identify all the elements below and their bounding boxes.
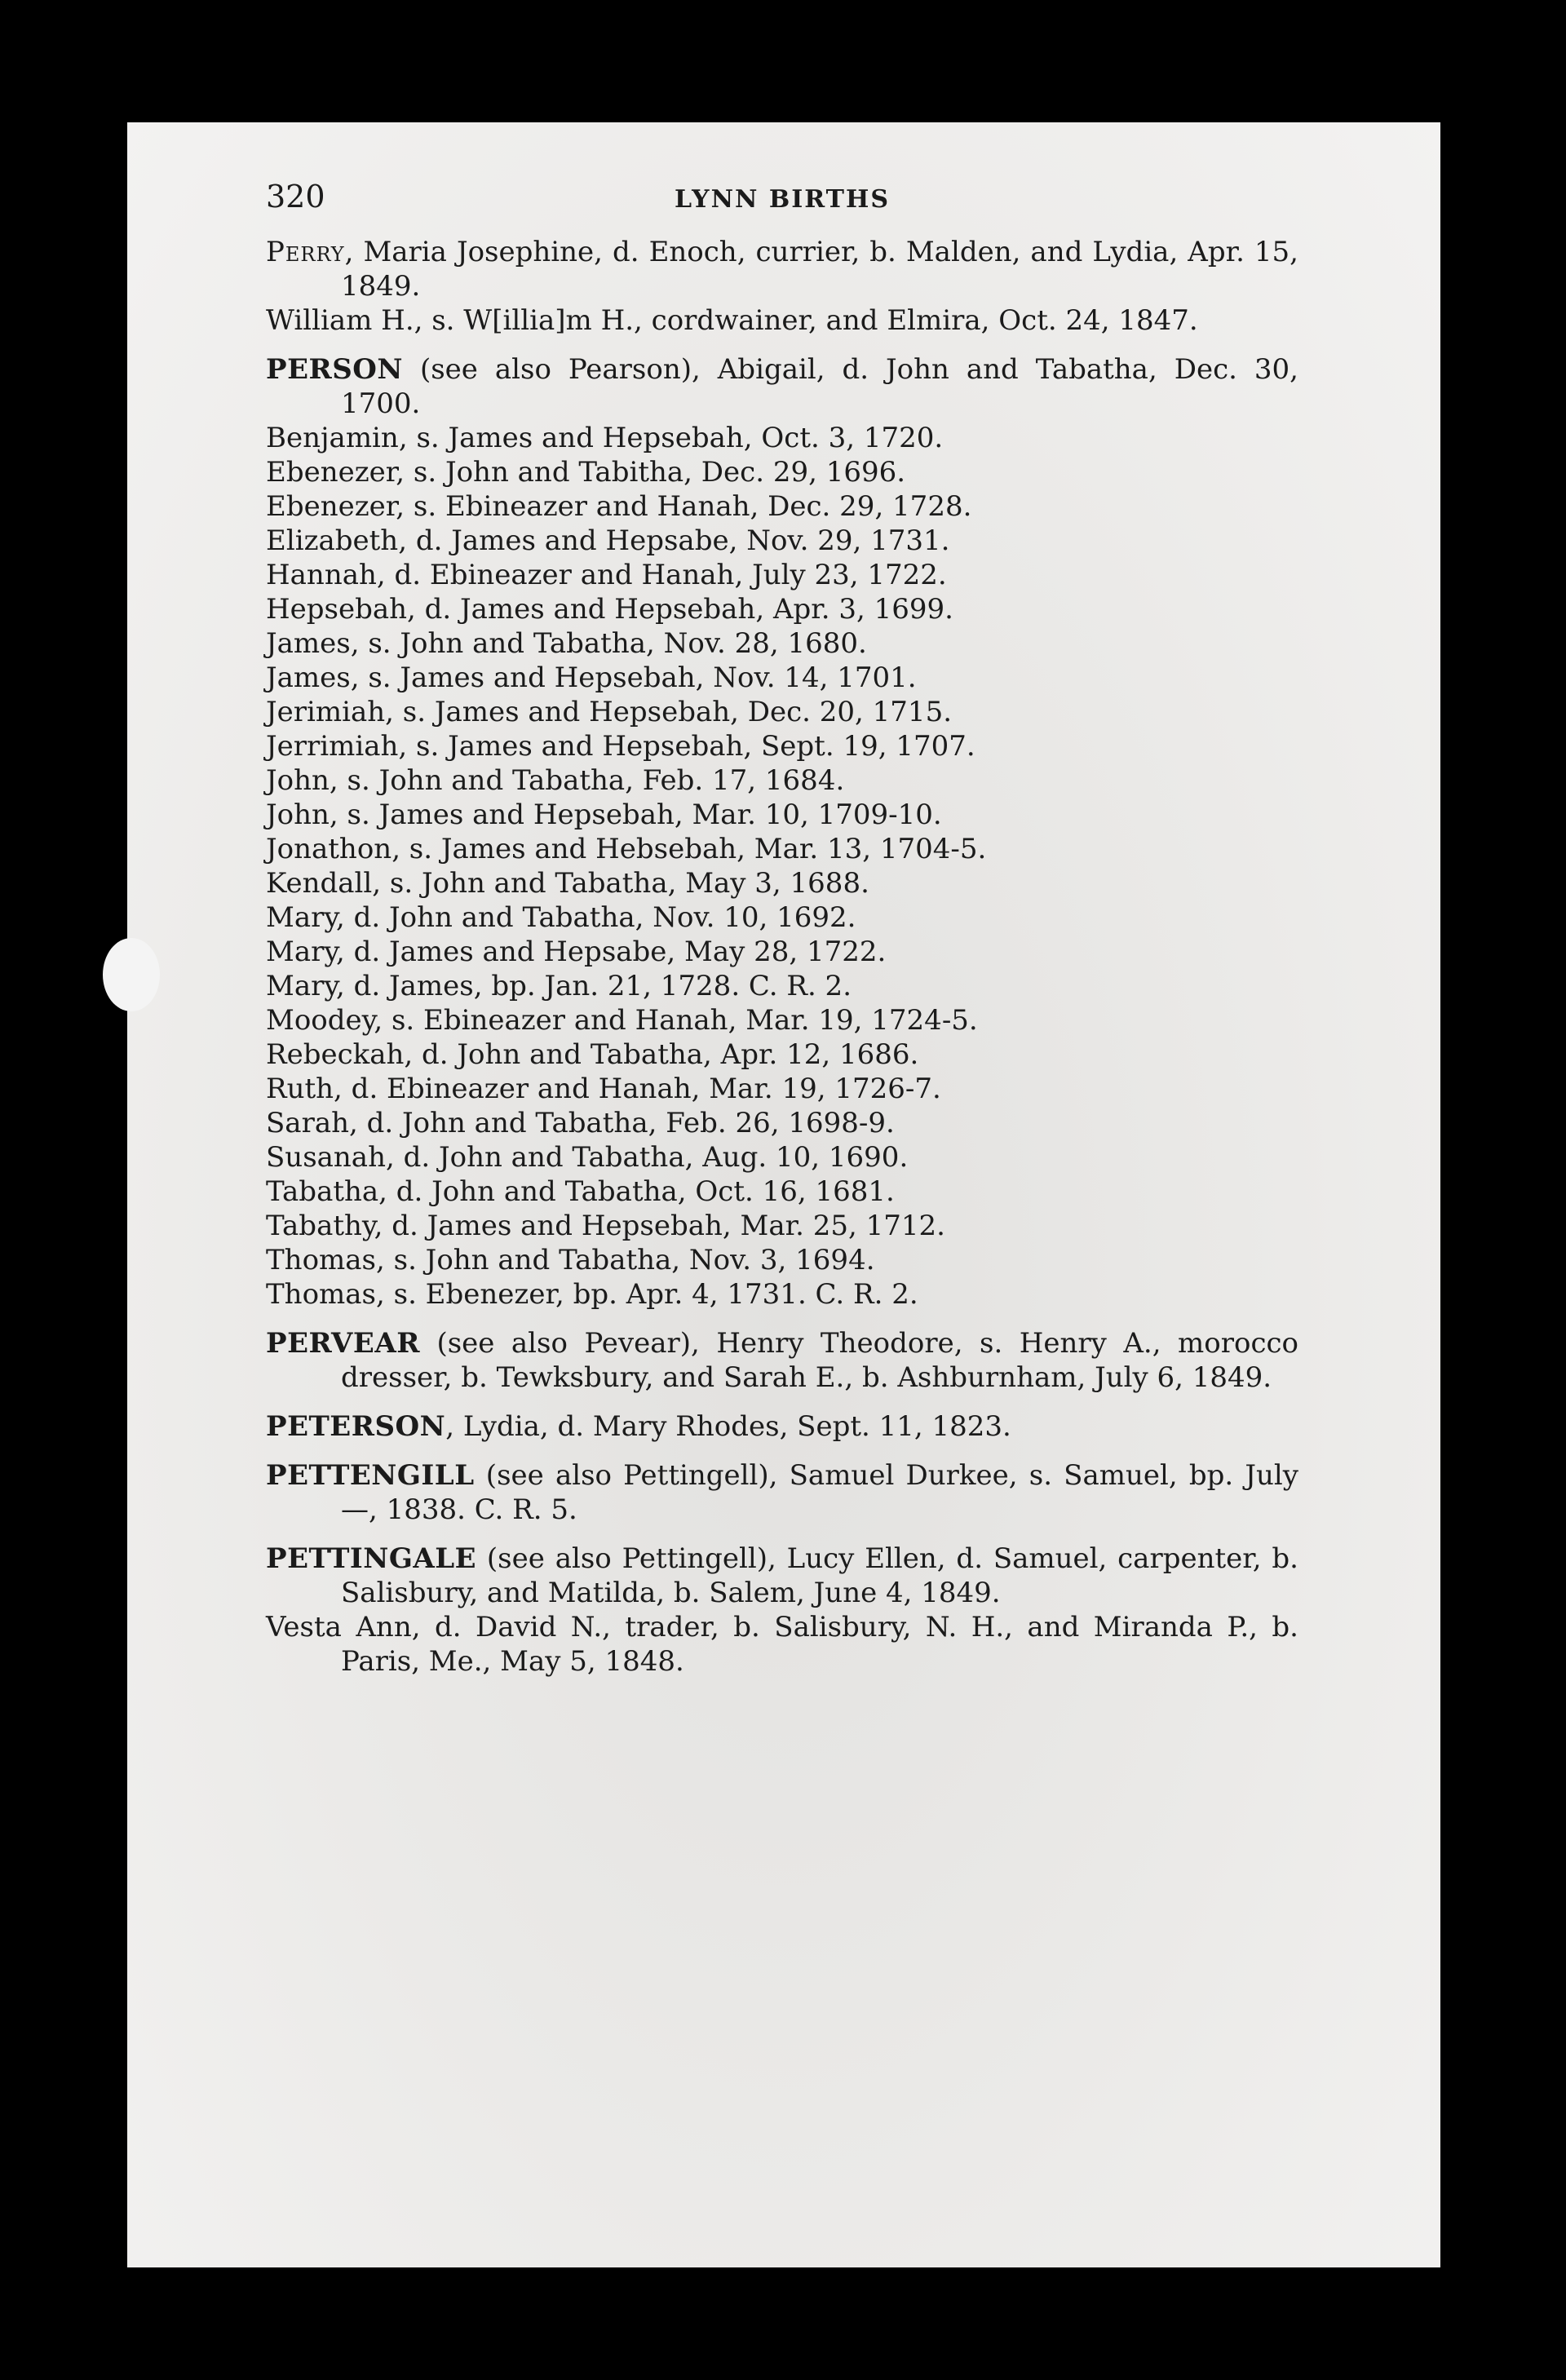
record-entry [266, 1610, 1298, 1679]
surname-heading: Perry [266, 236, 345, 268]
record-entry [266, 421, 1298, 455]
record-text: Ebenezer, s. Ebineazer and Hanah, Dec. 29, 1728. [266, 490, 972, 523]
record-entry [266, 1409, 1298, 1444]
record-entry [266, 1106, 1298, 1140]
family-list [266, 235, 1298, 1679]
record-entry [266, 626, 1298, 661]
record-entry [266, 592, 1298, 626]
record-text: Ebenezer, s. John and Tabitha, Dec. 29, 1696. [266, 456, 906, 489]
record-text: Moodey, s. Ebineazer and Hanah, Mar. 19, 1724-5. [266, 1004, 978, 1037]
record-text: Kendall, s. John and Tabatha, May 3, 1688. [266, 867, 869, 900]
record-text: James, s. John and Tabatha, Nov. 28, 1680. [266, 627, 867, 660]
record-text: Tabathy, d. James and Hepsebah, Mar. 25, 1712. [266, 1210, 945, 1242]
record-entry [266, 303, 1298, 338]
surname-heading: PERSON [266, 353, 403, 386]
record-entry [266, 1209, 1298, 1243]
record-text: (see also Pearson), Abigail, d. John and Tabatha, Dec. 30, 1700. [341, 353, 1298, 420]
record-text: Elizabeth, d. James and Hepsabe, Nov. 29, 1731. [266, 524, 950, 557]
surname-heading: PERVEAR [266, 1327, 420, 1360]
record-text: Thomas, s. Ebenezer, bp. Apr. 4, 1731. C. R. 2. [266, 1278, 918, 1311]
surname-heading: PETTINGALE [266, 1542, 477, 1575]
record-text: Mary, d. James, bp. Jan. 21, 1728. C. R. 2. [266, 970, 852, 1002]
page-number: 320 [266, 179, 325, 215]
record-text: John, s. James and Hepsebah, Mar. 10, 1709-10. [266, 798, 942, 831]
family-group [266, 1458, 1298, 1527]
record-text: , Maria Josephine, d. Enoch, currier, b. Malden, and Lydia, Apr. 15, 1849. [341, 236, 1298, 303]
record-entry [266, 1277, 1298, 1312]
record-text: Vesta Ann, d. David N., trader, b. Salisbury, N. H., and Miranda P., b. Paris, Me., May 5, 1848. [266, 1611, 1298, 1678]
record-text: Rebeckah, d. John and Tabatha, Apr. 12, 1686. [266, 1038, 919, 1071]
record-text: Mary, d. John and Tabatha, Nov. 10, 1692. [266, 901, 856, 934]
family-group [266, 1326, 1298, 1395]
record-entry [266, 798, 1298, 832]
record-text: (see also Pettingell), Samuel Durkee, s. Samuel, bp. July —, 1838. C. R. 5. [341, 1459, 1298, 1526]
record-text: Ruth, d. Ebineazer and Hanah, Mar. 19, 1726-7. [266, 1073, 941, 1105]
record-entry [266, 695, 1298, 729]
record-text: William H., s. W[illia]m H., cordwainer, and Elmira, Oct. 24, 1847. [266, 304, 1198, 337]
record-entry [266, 969, 1298, 1003]
record-entry [266, 1003, 1298, 1037]
record-entry [266, 661, 1298, 695]
surname-heading: PETERSON [266, 1410, 446, 1443]
record-entry [266, 729, 1298, 763]
record-text: Benjamin, s. James and Hepsebah, Oct. 3, 1720. [266, 422, 944, 454]
record-text: Thomas, s. John and Tabatha, Nov. 3, 1694. [266, 1244, 875, 1276]
record-entry [266, 1458, 1298, 1527]
record-text: (see also Pevear), Henry Theodore, s. Henry A., morocco dresser, b. Tewksbury, and Sarah E., b. Ashburnham, July 6, 1849. [341, 1327, 1298, 1394]
record-entry [266, 900, 1298, 935]
record-text: Tabatha, d. John and Tabatha, Oct. 16, 1681. [266, 1175, 895, 1208]
record-entry [266, 763, 1298, 798]
record-entry [266, 352, 1298, 421]
record-entry [266, 455, 1298, 489]
record-text: James, s. James and Hepsebah, Nov. 14, 1701. [266, 661, 917, 694]
record-entry [266, 558, 1298, 592]
record-entry [266, 1243, 1298, 1277]
record-text: Jerimiah, s. James and Hepsebah, Dec. 20, 1715. [266, 696, 953, 728]
family-group [266, 352, 1298, 1312]
record-entry [266, 832, 1298, 866]
page-text [266, 179, 1298, 1679]
record-entry [266, 935, 1298, 969]
running-title: LYNN BIRTHS [674, 185, 890, 214]
record-entry [266, 489, 1298, 524]
record-entry [266, 1542, 1298, 1610]
record-text: Hepsebah, d. James and Hepsebah, Apr. 3, 1699. [266, 593, 953, 626]
family-group [266, 1409, 1298, 1444]
record-text: , Lydia, d. Mary Rhodes, Sept. 11, 1823. [445, 1410, 1011, 1443]
family-group [266, 1542, 1298, 1679]
record-entry [266, 1037, 1298, 1072]
record-text: Mary, d. James and Hepsabe, May 28, 1722. [266, 936, 887, 968]
record-entry [266, 524, 1298, 558]
record-text: Jonathon, s. James and Hebsebah, Mar. 13, 1704-5. [266, 833, 987, 865]
record-entry [266, 1175, 1298, 1209]
running-head [266, 179, 1298, 228]
record-entry [266, 235, 1298, 303]
record-entry [266, 1072, 1298, 1106]
record-entry [266, 1140, 1298, 1175]
record-text: Jerrimiah, s. James and Hepsebah, Sept. 19, 1707. [266, 730, 975, 763]
record-text: (see also Pettingell), Lucy Ellen, d. Samuel, carpenter, b. Salisbury, and Matilda, b. Salem, June 4, 1849. [341, 1542, 1298, 1609]
surname-heading: PETTENGILL [266, 1459, 475, 1492]
record-text: John, s. John and Tabatha, Feb. 17, 1684. [266, 764, 845, 797]
record-text: Hannah, d. Ebineazer and Hanah, July 23, 1722. [266, 559, 947, 591]
family-group [266, 235, 1298, 338]
record-text: Susanah, d. John and Tabatha, Aug. 10, 1690. [266, 1141, 909, 1174]
record-entry [266, 1326, 1298, 1395]
paper-tear [103, 938, 160, 1011]
record-entry [266, 866, 1298, 900]
record-text: Sarah, d. John and Tabatha, Feb. 26, 1698-9. [266, 1107, 895, 1139]
